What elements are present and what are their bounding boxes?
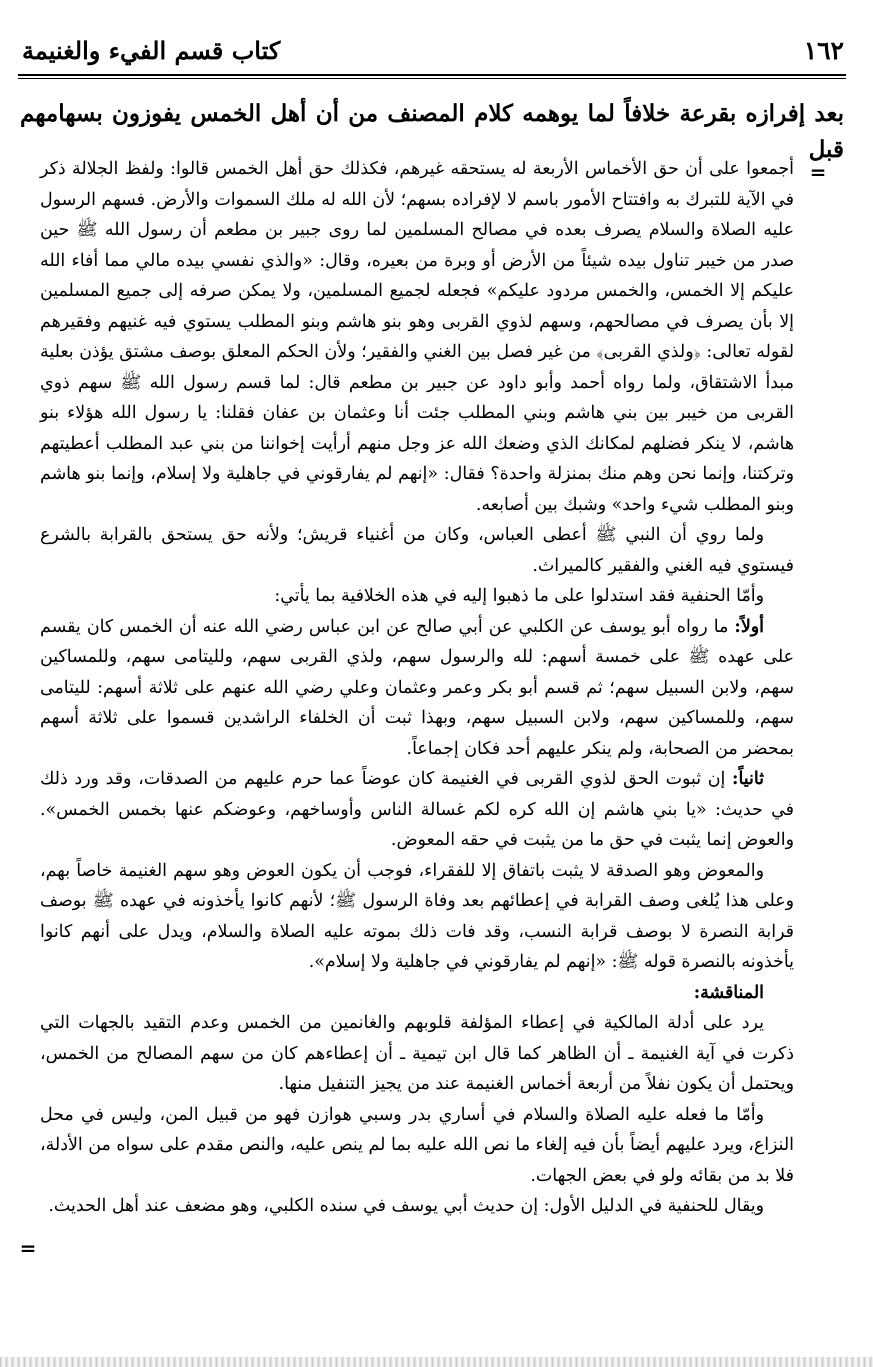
header-rule-thin [18, 78, 846, 79]
scan-edge [0, 1357, 873, 1367]
continuation-mark-bottom: = [19, 1236, 37, 1260]
commentary-paragraph [40, 1191, 794, 1222]
paragraph-text: ما رواه أبو يوسف عن الكلبي عن أبي صالح عن ابن عباس رضي الله عنه أن الخمس كان يقسم على عهده ﷺ على خمسة أسهم: لله والرسول سهم، ولذي القربى سهم، ولليتامى سهم، وللمساكين سهم، ولابن السبيل سهم؛ ثم قسم أبو بكر وعمر وعثمان وعلي رضي الله عنهم على ثلاثة أسهم: لليتامى سهم، وللمساكين سهم، ولابن السبيل سهم، وبهذا ثبت أن الخلفاء الراشدين قسموا على ثلاثة أسهم بمحضر من الصحابة، ولم ينكر عليهم أحد فكان إجماعاً. [40, 616, 794, 759]
book-title: كتاب قسم الفيء والغنيمة [22, 35, 281, 65]
matn-text: بعد إفرازه بقرعة خلافاً لما يوهمه كلام المصنف من أن أهل الخمس يفوزون بسهامهم قبل [20, 100, 844, 163]
paragraph-text: ولما روي أن النبي ﷺ أعطى العباس، وكان من أغنياء قريش؛ ولأنه حق يستحق بالقرابة بالشرع فيستوي فيه الغني والفقير كالميراث. [40, 525, 794, 576]
commentary-paragraph [40, 520, 794, 581]
commentary-paragraph [40, 764, 794, 856]
paragraph-text: إن ثبوت الحق لذوي القربى في الغنيمة كان عوضاً عما حرم عليهم من الصدقات، وقد ورد ذلك في حديث: «يا بني هاشم إن الله كره لكم غسالة الناس وأوساخهم، وعوضكم عنها بخمس الخمس». والعوض إنما يثبت في حق ما من يثبت في حقه المعوض. [40, 769, 794, 850]
commentary-paragraph [40, 154, 794, 520]
paragraph-text: وأمّا ما فعله عليه الصلاة والسلام في أساري بدر وسبي هوازن فهو من قبيل المن، وليس في محل النزاع، ويرد عليهم أيضاً بأن فيه إلغاء ما نص الله عليه بما لم ينص عليه، والنص مقدم على سواه من الأدلة، فلا بد من بقائه ولو في بعض الجهات. [40, 1104, 794, 1186]
commentary-body [40, 154, 794, 1222]
paragraph-text: أجمعوا على أن حق الأخماس الأربعة له يستحقه غيرهم، فكذلك حق أهل الخمس قالوا: ولفظ الجلالة ذكر في الآية للتبرك به وافتتاح الأمور باسم لا لإفراده بسهم؛ لأن الله له ملك السموات والأرض. فسهم الرسول عليه الصلاة والسلام يصرف بعده في مصالح المسلمين لما روى جبير بن مطعم أن رسول الله ﷺ حين صدر من خيبر تناول بيده شيئاً من الأرض أو وبرة من بعيره، وقال: «والذي نفسي بيده مالي مما أفاء الله عليكم إلا الخمس، والخمس مردود عليكم» فجعله لجميع المسلمين، ولا يمكن صرفه إلى جميع المسلمين إلا بأن يصرف في مصالحهم، وسهم لذوي القربى وهو بنو هاشم وبنو المطلب يستوي فيه غنيهم وفقيرهم لقوله تعالى: ﴿ولذي القربى﴾ من غير فصل بين الغني والفقير؛ ولأن الحكم المعلق بوصف مشتق يؤذن بعلية مبدأ الاشتقاق، ولما رواه أحمد وأبو داود عن جبير بن مطعم قال: لما قسم رسول الله ﷺ سهم ذوي القربى من خيبر بين بني هاشم وبني المطلب جئت أنا وعثمان بن عفان فقلنا: يا رسول الله هؤلاء بنو هاشم، لا ينكر فضلهم لمكانك الذي وضعك الله عز وجل منهم أرأيت إخواننا من بني عبد المطلب أعطيتهم وتركتنا، وإنما نحن وهم منك بمنزلة واحدة؟ فقال: «إنهم لم يفارقوني في جاهلية ولا إسلام، وإنما بنو هاشم وبنو المطلب شيء واحد» وشبك بين أصابعه. [40, 159, 795, 515]
enumeration-label: ثانياً: [732, 769, 764, 789]
paragraph-text: المناقشة: [693, 982, 764, 1003]
paragraph-text: ويقال للحنفية في الدليل الأول: إن حديث أبي يوسف في سنده الكلبي، وهو مضعف عند أهل الحديث. [48, 1196, 764, 1216]
section-heading [40, 978, 794, 1009]
commentary-paragraph [40, 581, 794, 612]
page-number: ١٦٢ [803, 35, 844, 65]
commentary-paragraph [40, 612, 794, 765]
header-rule [18, 74, 846, 76]
continuation-mark-top: = [809, 160, 827, 184]
commentary-paragraph [40, 856, 794, 978]
paragraph-text: يرد على أدلة المالكية في إعطاء المؤلفة قلوبهم والغانمين من الخمس وعدم التقيد بالجهات التي ذكرت في آية الغنيمة ـ أن الظاهر كما قال ابن تيمية ـ أن إعطاءهم كان من سهم المصالح من الخمس، ويحتمل أن يكون نفلاً من أربعة أخماس الغنيمة عند من يجيز التنفيل منها. [40, 1013, 794, 1094]
commentary-paragraph [40, 1100, 794, 1192]
commentary-paragraph [40, 1008, 794, 1100]
running-header [22, 30, 844, 70]
enumeration-label: أولاً: [734, 616, 764, 637]
paragraph-text: وأمّا الحنفية فقد استدلوا على ما ذهبوا إليه في هذه الخلافية بما يأتي: [274, 586, 764, 606]
paragraph-text: والمعوض وهو الصدقة لا يثبت باتفاق إلا للفقراء، فوجب أن يكون العوض وهو سهم الغنيمة خاصاً بهم، وعلى هذا يُلغى وصف القرابة في إعطائهم بعد وفاة الرسول ﷺ؛ لأنهم كانوا يأخذونه في عهده ﷺ بوصف قرابة النصرة لا بوصف قرابة النسب، وقد فات ذلك بموته عليه الصلاة والسلام، ويدل على أنهم كانوا يأخذونه بالنصرة قوله ﷺ: «إنهم لم يفارقوني في جاهلية ولا إسلام». [40, 860, 794, 972]
